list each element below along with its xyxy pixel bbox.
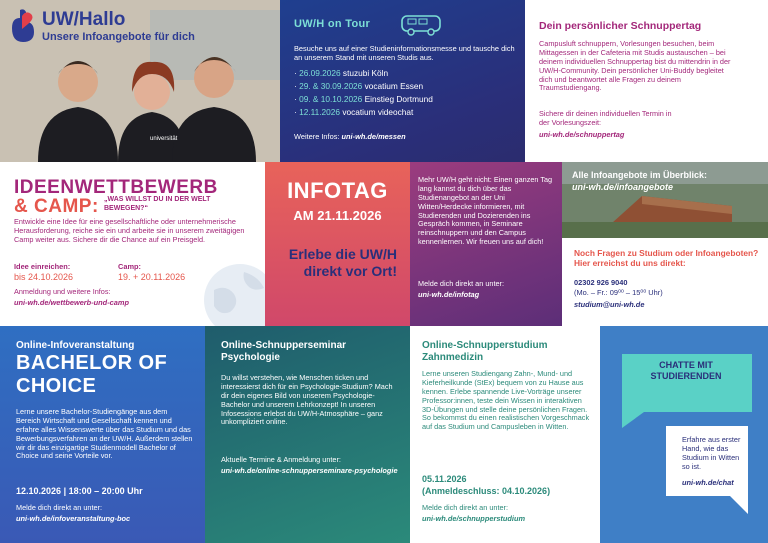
zahn-title: Online-Schnupperstudium Zahnmedizin: [422, 340, 548, 364]
zahn-deadline: (Anmeldeschluss: 04.10.2026): [422, 486, 551, 496]
hero-subtitle: Unsere Infoangebote für dich: [42, 31, 195, 43]
ideen-tagline: „WAS WILLST DU IN DER WELT BEWEGEN?“: [104, 196, 211, 212]
contact-heading: Noch Fragen zu Studium oder Infoangeboten? Hier erreichst du uns direkt:: [574, 248, 759, 269]
schnuppertag-body: Campusluft schnuppern, Vorlesungen besuchen, beim Mittagessen in der Cafeteria mit Studis austauschen – bei deinem individuellen Schnuppertag bist du mittendrin in der UW/H-Community. Dein persönlicher Uni-Buddy begleitet dich und beantwortet alle Fragen zu deinem Traumstudiengang.: [539, 39, 731, 93]
psych-link[interactable]: uni-wh.de/online-schnupperseminare-psychologie: [221, 466, 398, 475]
camp-label: Camp:: [118, 262, 141, 271]
event-item: · 12.11.2026 vocatium videochat: [294, 107, 414, 118]
event-item: · 09. & 10.10.2026 Einstieg Dortmund: [294, 94, 433, 105]
event-name: vocatium Essen: [364, 81, 424, 92]
bachelor-date: 12.10.2026: [16, 486, 62, 496]
chat-link[interactable]: uni-wh.de/chat: [682, 478, 734, 487]
infoangebote-link[interactable]: uni-wh.de/infoangebote: [572, 182, 673, 192]
campus-tile: [562, 162, 768, 238]
zahnmedizin-tile: [410, 326, 600, 543]
phone-number[interactable]: 02302 926 9040: [574, 278, 628, 287]
ideen-heading-2: & CAMP:: [14, 196, 99, 217]
email-link[interactable]: studium@uni-wh.de: [574, 300, 645, 309]
infotag-tile: [265, 162, 410, 326]
infotag-date: AM 21.11.2026: [293, 208, 382, 223]
office-hours: (Mo. – Fr.: 09⁰⁰ – 15⁰⁰ Uhr): [574, 288, 663, 297]
bachelor-title: BACHELOR OF CHOICE: [16, 352, 168, 397]
event-item: · 29. & 30.09.2026 vocatium Essen: [294, 81, 424, 92]
chat-title: CHATTE MIT STUDIERENDEN: [650, 360, 722, 381]
zahn-register: Melde dich direkt an unter:: [422, 503, 508, 512]
on-tour-more: [294, 132, 406, 141]
schnuppertag-tile: [525, 0, 768, 162]
ideenwettbewerb-tile: [0, 162, 265, 326]
infotag-text-tile: [410, 162, 562, 326]
schnuppertag-cta: Sichere dir deinen individuellen Termin in der Vorlesungszeit:: [539, 109, 672, 127]
camp-value: 19. + 20.11.2026: [118, 272, 186, 282]
boc-link[interactable]: uni-wh.de/infoveranstaltung-boc: [16, 514, 131, 523]
schnupperstudium-link[interactable]: uni-wh.de/schnupperstudium: [422, 514, 526, 523]
wettbewerb-link[interactable]: uni-wh.de/wettbewerb-und-camp: [14, 298, 129, 307]
submit-label: Idee einreichen:: [14, 262, 71, 271]
zahn-date: 05.11.2026: [422, 474, 467, 484]
bachelor-kicker: Online-Infoveranstaltung: [16, 340, 135, 351]
event-date: 29. & 30.09.2026: [299, 81, 363, 92]
event-date: 09. & 10.10.2026: [299, 94, 363, 105]
van-icon: [400, 12, 446, 38]
psych-body: Du willst verstehen, wie Menschen ticken und interessierst dich für ein Psychologie-Studium? Mach dir dein eigenes Bild von unserem Psychologie-Bachelor und unserem Lehrkonzept! In unseren Infosessions erlebst du UW/H-Atmosphäre – ganz unkompliziert online.: [221, 373, 393, 427]
infotag-link[interactable]: uni-wh.de/infotag: [418, 290, 480, 299]
hero-title: UW/Hallo: [42, 9, 126, 30]
psych-more: Aktuelle Termine & Anmeldung unter:: [221, 455, 341, 464]
more-label: Weitere Infos:: [294, 132, 340, 141]
infotag-body: Mehr UW/H geht nicht: Einen ganzen Tag lang kannst du dich über das Studienangebot an der Uni Witten/Herdecke informieren, mit Studierenden und Dozierenden ins Gespräch kommen, in Seminare reinschnuppern und den Campus kennenlernen. Wir freuen uns auf dich!: [418, 175, 553, 247]
hero-tile: [0, 0, 280, 162]
event-list: [294, 68, 516, 120]
hand-heart-icon: [8, 8, 38, 42]
on-tour-tile: [280, 0, 525, 162]
infotag-slogan: Erlebe die UW/H direkt vor Ort!: [288, 246, 397, 279]
schnuppertag-heading: Dein persönlicher Schnuppertag: [539, 20, 702, 32]
campus-title: Alle Infoangebote im Überblick:: [572, 170, 708, 180]
separator: |: [63, 486, 69, 496]
event-date: 26.09.2026: [299, 68, 341, 78]
on-tour-intro: Besuche uns auf einer Studieninformationsmesse und tausche dich an unserem Stand mit unseren Studis aus.: [294, 44, 515, 63]
event-name: stuzubi Köln: [342, 68, 389, 78]
chat-body: Erfahre aus erster Hand, wie das Studium in Witten so ist.: [682, 435, 741, 471]
bachelor-register: Melde dich direkt an unter:: [16, 503, 102, 512]
bachelor-datetime: [16, 486, 143, 497]
zahn-body: Lerne unseren Studiengang Zahn-, Mund- und Kieferheilkunde (StEx) bequem von zu Hause aus kennen. Erlebe spannende Live-Vorträge unserer Professor:innen, teste dein Wissen in interaktiven 3D-Übungen und stelle deine persönlichen Fragen. So bekommst du einen realistischen Vorgeschmack auf das Studium und Campusleben in Witten.: [422, 369, 590, 432]
psychologie-tile: [205, 326, 410, 543]
ideen-body: Entwickle eine Idee für eine gesellschaftliche oder unternehmerische Herausforderung, reiche sie ein und arbeite sie in unserem zweitägigen Camp weiter aus. Sichere dir die Chance auf ein Preisgeld.: [14, 217, 245, 244]
bachelor-time: 18:00 – 20:00 Uhr: [68, 486, 143, 496]
bachelor-tile: [0, 326, 205, 543]
event-name: Einstieg Dortmund: [364, 94, 433, 105]
ideen-heading-1: IDEENWETTBEWERB: [14, 177, 218, 198]
infotag-title: INFOTAG: [287, 178, 388, 203]
infotag-register: Melde dich direkt an unter:: [418, 279, 504, 288]
event-name: vocatium videochat: [342, 107, 414, 118]
psych-title: Online-Schnupperseminar Psychologie: [221, 340, 347, 364]
schnuppertag-link[interactable]: uni-wh.de/schnuppertag: [539, 130, 625, 139]
ideen-more: Anmeldung und weitere Infos:: [14, 287, 111, 296]
svg-text:universität: universität: [150, 136, 178, 142]
event-date: 12.11.2026: [299, 107, 340, 118]
on-tour-heading: UW/H on Tour: [294, 18, 371, 30]
event-item: · 26.09.2026 stuzubi Köln: [294, 68, 389, 78]
submit-value: bis 24.10.2026: [14, 272, 74, 282]
chat-tile: [600, 326, 768, 543]
bachelor-body: Lerne unsere Bachelor-Studiengänge aus dem Bereich Wirtschaft und Gesellschaft kennen und erfahre alles Wissenswerte über das Studium und das Bewerbungsverfahren an der UW/H. Außerdem stellen wir dir das einzigartige Studienmodell Bachelor of Choice und seine Vorteile vor.: [16, 407, 193, 461]
globe-icon: [200, 260, 265, 326]
contact-tile: [562, 238, 768, 326]
messen-link[interactable]: uni-wh.de/messen: [341, 132, 406, 141]
